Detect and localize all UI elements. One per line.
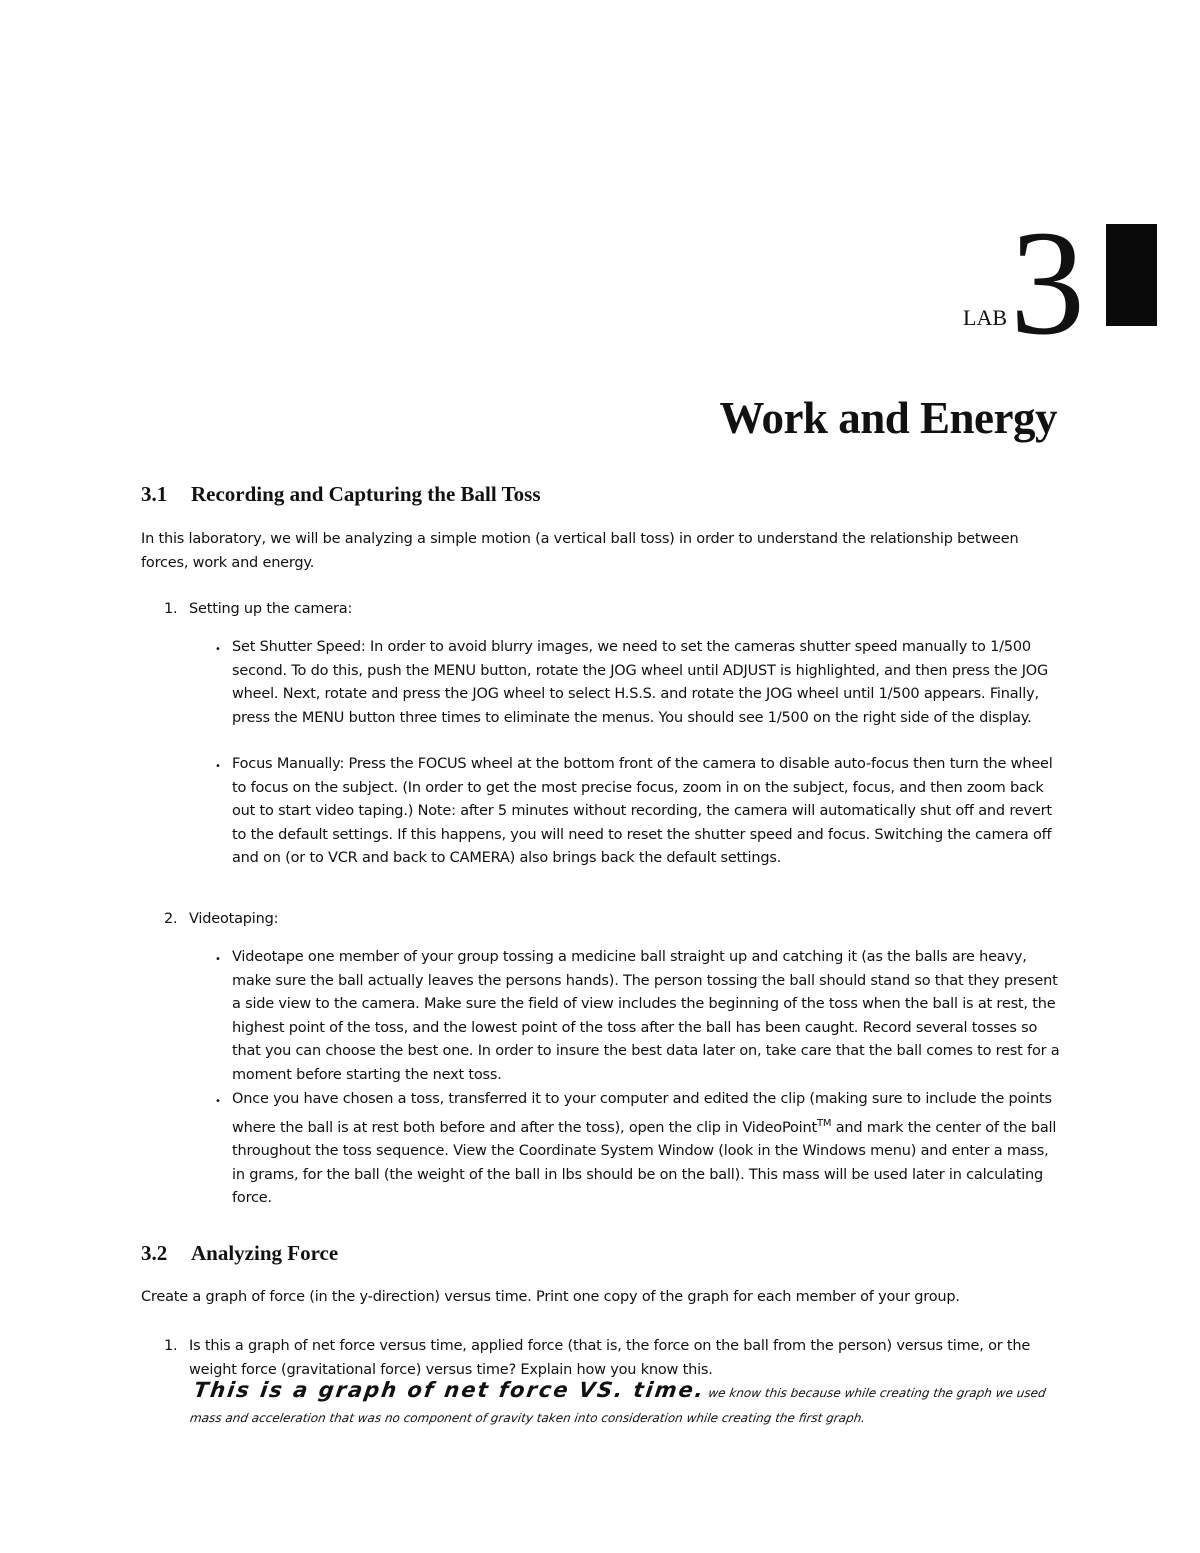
handwritten-answer-rest: we know this because while creating the graph we used mass and acceleration that was no component of gravity taken into consideration while creating the first graph.	[189, 1386, 1047, 1425]
bullet-text: Set Shutter Speed: In order to avoid blurry images, we need to set the cameras shutter speed manually to 1/500 second. To do this, push the MENU button, rotate the JOG wheel until ADJUST is highlighted, and then press the JOG wheel. Next, rotate and press the JOG wheel to select H.S.S. and rotate the JOG wheel until 1/500 appears. Finally, press the MENU button three times to eliminate the menus. You should see 1/500 on the right side of the display.	[232, 639, 1049, 726]
section-intro: In this laboratory, we will be analyzing a simple motion (a vertical ball toss) in order to understand the relationship between forces, work and energy.	[141, 531, 1019, 571]
bullet-icon: •	[215, 954, 221, 965]
section-intro: Create a graph of force (in the y-direction) versus time. Print one copy of the graph for each member of your group.	[141, 1289, 960, 1305]
bullet-text-part: and mark the center of the ball throughout the toss sequence. View the Coordinate System Window (look in the Windows menu) and enter a mass, in grams, for the ball (the weight of the ball in lbs should be on the ball). This mass will be used later in calculating force.	[232, 1119, 1057, 1206]
section-heading-3-2	[141, 1241, 338, 1266]
list-item-number: 1.	[164, 601, 178, 617]
question-text: Is this a graph of net force versus time, applied force (that is, the force on the ball from the person) versus time, or the weight force (gravitational force) versus time? Explain how you know this.	[189, 1338, 1031, 1378]
bullet-text: Videotape one member of your group tossing a medicine ball straight up and catching it (as the balls are heavy, make sure the ball actually leaves the persons hands). The person tossing the ball should stand so that they present a side view to the camera. Make sure the field of view includes the beginning of the toss when the ball is at rest, the highest point of the toss, and the lowest point of the toss after the ball has been caught. Record several tosses so that you can choose the best one. In order to insure the best data later on, take care that the ball comes to rest for a moment before starting the next toss.	[232, 949, 1060, 1083]
bullet-text: Focus Manually: Press the FOCUS wheel at the bottom front of the camera to disable auto-focus then turn the wheel to focus on the subject. (In order to get the most precise focus, zoom in on the subject, focus, and then zoom back out to start video taping.) Note: after 5 minutes without recording, the camera will automatically shut off and revert to the default settings. If this happens, you will need to reset the shutter speed and focus. Switching the camera off and on (or to VCR and back to CAMERA) also brings back the default settings.	[232, 756, 1053, 866]
bullet-icon: •	[215, 1096, 221, 1107]
bullet-text	[232, 1088, 1062, 1211]
chapter-number: 3	[1010, 200, 1085, 366]
bullet-icon: •	[215, 644, 221, 655]
section-title: Analyzing Force	[191, 1241, 339, 1265]
section-title: Recording and Capturing the Ball Toss	[191, 482, 541, 506]
section-number: 3.2	[141, 1241, 168, 1265]
handwritten-answer	[188, 1378, 1075, 1431]
chapter-tab-marker	[1106, 224, 1157, 326]
bullet-text-part: Once you have chosen a toss, transferred it to your computer and edited the clip (making sure to include the points where the ball is at rest both before and after the toss), open the clip in VideoPoint	[232, 1091, 1052, 1136]
section-number: 3.1	[141, 482, 168, 506]
trademark-mark: TM	[816, 1117, 832, 1129]
list-item-number: 2.	[164, 911, 178, 927]
chapter-label: LAB	[963, 305, 1007, 330]
bullet-icon: •	[215, 761, 221, 772]
handwritten-answer-lead: This is a graph of net force VS. time.	[192, 1378, 707, 1402]
list-item-label: Setting up the camera:	[189, 601, 353, 617]
list-item-label: Videotaping:	[189, 911, 279, 927]
section-heading-3-1	[141, 482, 541, 507]
chapter-title: Work and Energy	[719, 393, 1057, 443]
question-number: 1.	[164, 1338, 178, 1354]
